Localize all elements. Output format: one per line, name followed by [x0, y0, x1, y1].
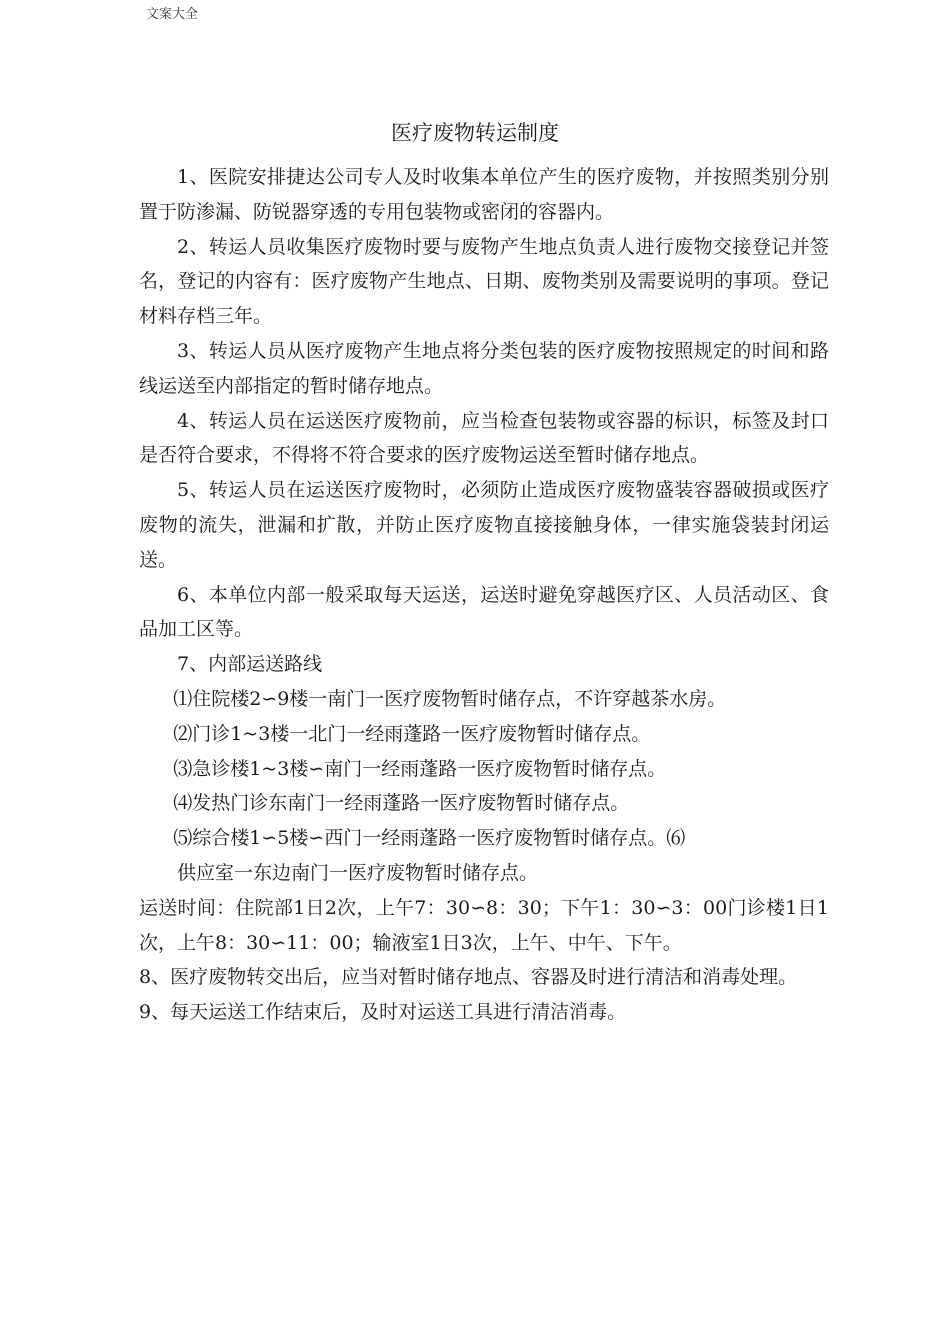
- header-watermark: 文案大全: [146, 7, 199, 22]
- paragraph-4: 4、转运人员在运送医疗废物前，应当检查包装物或容器的标识，标签及封口是否符合要求，不得将不符合要求的医疗废物运送至暂时储存地点。: [139, 409, 829, 467]
- paragraph-6: 6、本单位内部一般采取每天运送，运送时避免穿越医疗区、人员活动区、食品加工区等。: [139, 583, 829, 641]
- paragraph-9: 9、每天运送工作结束后，及时对运送工具进行清洁消毒。: [139, 1001, 627, 1024]
- route-3: ⑶急诊楼1~3楼∽南门一经雨蓬路一医疗废物暂时储存点。: [173, 757, 667, 780]
- document-body: [139, 160, 829, 1030]
- paragraph-7-heading: 7、内部运送路线: [177, 653, 323, 676]
- document-title: 医疗废物转运制度: [391, 121, 559, 145]
- route-4: ⑷发热门诊东南门一经雨蓬路一医疗废物暂时储存点。: [173, 792, 630, 815]
- route-6: 供应室一东边南门一医疗废物暂时储存点。: [177, 861, 539, 884]
- route-5: ⑸综合楼1∽5楼∽西门一经雨蓬路一医疗废物暂时储存点。⑹: [173, 827, 686, 850]
- paragraph-3: 3、转运人员从医疗废物产生地点将分类包装的医疗废物按照规定的时间和路线运送至内部指定的暂时储存地点。: [139, 339, 829, 397]
- transport-schedule: 运送时间：住院部1日2次，上午7：30∽8：30；下午1：30∽3：00门诊楼1日1次，上午8：30∽11：00；输液室1日3次，上午、中午、下午。: [139, 896, 829, 954]
- paragraph-2: 2、转运人员收集医疗废物时要与废物产生地点负责人进行废物交接登记并签名，登记的内容有：医疗废物产生地点、日期、废物类别及需要说明的事项。登记材料存档三年。: [139, 235, 829, 328]
- route-1: ⑴住院楼2∽9楼一南门一医疗废物暂时储存点，不许穿越茶水房。: [173, 687, 727, 710]
- paragraph-8: 8、医疗废物转交出后，应当对暂时储存地点、容器及时进行清洁和消毒处理。: [139, 966, 798, 989]
- paragraph-5: 5、转运人员在运送医疗废物时，必须防止造成医疗废物盛装容器破损或医疗废物的流失，泄漏和扩散，并防止医疗废物直接接触身体，一律实施袋装封闭运送。: [139, 479, 829, 571]
- paragraph-1: 1、医院安排捷达公司专人及时收集本单位产生的医疗废物，并按照类别分别置于防渗漏、防锐器穿透的专用包装物或密闭的容器内。: [139, 166, 829, 223]
- route-2: ⑵门诊1~3楼一北门一经雨蓬路一医疗废物暂时储存点。: [173, 722, 651, 745]
